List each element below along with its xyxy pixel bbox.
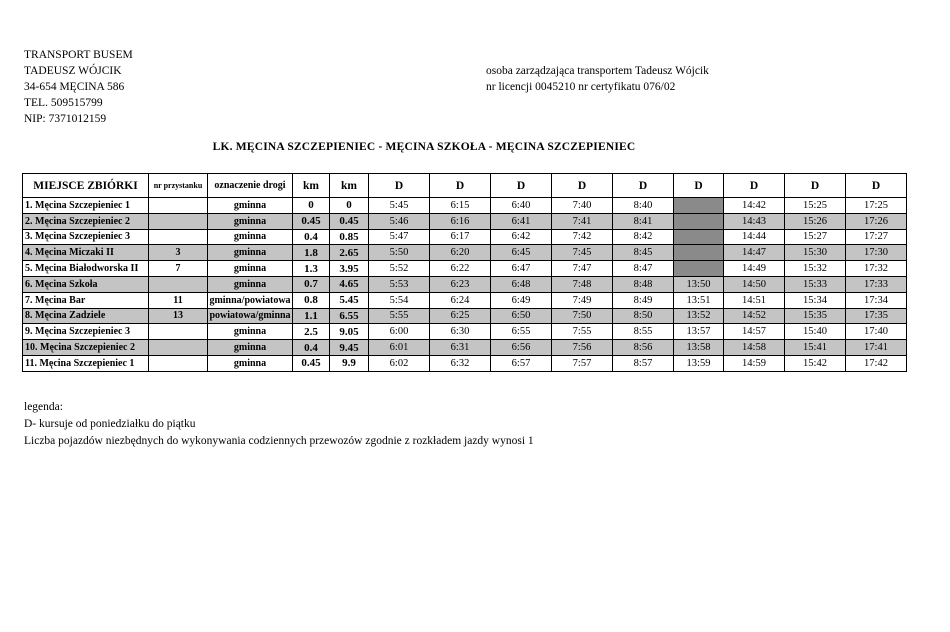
- departure-time-cell: 13:57: [674, 324, 724, 340]
- no-service-cell: [674, 229, 724, 245]
- km-total-cell: 0.45: [330, 213, 369, 229]
- stop-number-cell: [149, 229, 208, 245]
- departure-time-cell: 8:40: [613, 198, 674, 214]
- road-type-cell: gminna: [208, 198, 293, 214]
- departure-time-cell: 6:57: [491, 355, 552, 371]
- departure-time-cell: 8:50: [613, 308, 674, 324]
- stop-name-cell: 7. Męcina Bar: [23, 292, 149, 308]
- departure-time-cell: 6:49: [491, 292, 552, 308]
- legend-title: legenda:: [24, 401, 63, 413]
- stop-name-cell: 2. Męcina Szczepieniec 2: [23, 213, 149, 229]
- km-segment-cell: 1.8: [293, 245, 330, 261]
- table-row: [23, 292, 907, 308]
- table-row: [23, 340, 907, 356]
- road-type-cell: gminna: [208, 261, 293, 277]
- departure-time-cell: 8:56: [613, 340, 674, 356]
- road-type-cell: powiatowa/gminna: [208, 308, 293, 324]
- km-segment-cell: 0.7: [293, 276, 330, 292]
- departure-time-cell: 17:33: [846, 276, 907, 292]
- departure-time-cell: 7:50: [552, 308, 613, 324]
- departure-time-cell: 7:56: [552, 340, 613, 356]
- km-total-cell: 9.05: [330, 324, 369, 340]
- km-total-cell: 0: [330, 198, 369, 214]
- departure-time-cell: 15:40: [785, 324, 846, 340]
- table-row: [23, 245, 907, 261]
- table-row: [23, 355, 907, 371]
- departure-time-cell: 7:47: [552, 261, 613, 277]
- departure-time-cell: 6:45: [491, 245, 552, 261]
- stop-number-cell: [149, 276, 208, 292]
- stop-name-cell: 1. Męcina Szczepieniec 1: [23, 198, 149, 214]
- stop-number-cell: [149, 213, 208, 229]
- header-cell: D: [724, 174, 785, 198]
- no-service-cell: [674, 261, 724, 277]
- departure-time-cell: 6:16: [430, 213, 491, 229]
- departure-time-cell: 5:45: [369, 198, 430, 214]
- departure-time-cell: 7:57: [552, 355, 613, 371]
- km-total-cell: 6.55: [330, 308, 369, 324]
- departure-time-cell: 15:27: [785, 229, 846, 245]
- departure-time-cell: 6:20: [430, 245, 491, 261]
- departure-time-cell: 6:32: [430, 355, 491, 371]
- departure-time-cell: 8:49: [613, 292, 674, 308]
- departure-time-cell: 14:43: [724, 213, 785, 229]
- departure-time-cell: 15:32: [785, 261, 846, 277]
- road-type-cell: gminna: [208, 276, 293, 292]
- departure-time-cell: 8:48: [613, 276, 674, 292]
- schedule-table: [22, 173, 907, 372]
- km-segment-cell: 0.4: [293, 340, 330, 356]
- km-total-cell: 5.45: [330, 292, 369, 308]
- stop-name-cell: 6. Męcina Szkoła: [23, 276, 149, 292]
- departure-time-cell: 14:49: [724, 261, 785, 277]
- departure-time-cell: 6:40: [491, 198, 552, 214]
- departure-time-cell: 17:27: [846, 229, 907, 245]
- km-total-cell: 3.95: [330, 261, 369, 277]
- company-address: 34-654 MĘCINA 586: [24, 81, 125, 93]
- departure-time-cell: 6:50: [491, 308, 552, 324]
- departure-time-cell: 6:01: [369, 340, 430, 356]
- stop-number-cell: [149, 355, 208, 371]
- header-cell: km: [293, 174, 330, 198]
- km-total-cell: 0.85: [330, 229, 369, 245]
- legend-item: D- kursuje od poniedziałku do piątku: [24, 418, 196, 430]
- owner-name: TADEUSZ WÓJCIK: [24, 65, 122, 77]
- departure-time-cell: 15:35: [785, 308, 846, 324]
- stop-number-cell: [149, 198, 208, 214]
- departure-time-cell: 7:48: [552, 276, 613, 292]
- stop-number-cell: 3: [149, 245, 208, 261]
- table-row: [23, 324, 907, 340]
- company-nip: NIP: 7371012159: [24, 113, 107, 125]
- departure-time-cell: 14:50: [724, 276, 785, 292]
- header-cell: D: [785, 174, 846, 198]
- road-type-cell: gminna: [208, 213, 293, 229]
- departure-time-cell: 6:31: [430, 340, 491, 356]
- departure-time-cell: 15:42: [785, 355, 846, 371]
- departure-time-cell: 17:40: [846, 324, 907, 340]
- departure-time-cell: 7:49: [552, 292, 613, 308]
- legend-block: [24, 399, 534, 450]
- departure-time-cell: 6:55: [491, 324, 552, 340]
- departure-time-cell: 14:42: [724, 198, 785, 214]
- stop-number-cell: [149, 340, 208, 356]
- departure-time-cell: 5:52: [369, 261, 430, 277]
- stop-name-cell: 8. Męcina Zadziele: [23, 308, 149, 324]
- departure-time-cell: 7:41: [552, 213, 613, 229]
- legend-note: Liczba pojazdów niezbędnych do wykonywania codziennych przewozów zgodnie z rozkładem jazdy wynosi 1: [24, 435, 534, 447]
- departure-time-cell: 17:25: [846, 198, 907, 214]
- schedule-body: [23, 198, 907, 372]
- departure-time-cell: 15:33: [785, 276, 846, 292]
- stop-number-cell: [149, 324, 208, 340]
- stop-number-cell: 11: [149, 292, 208, 308]
- departure-time-cell: 13:52: [674, 308, 724, 324]
- departure-time-cell: 17:35: [846, 308, 907, 324]
- header-cell: D: [552, 174, 613, 198]
- departure-time-cell: 14:44: [724, 229, 785, 245]
- table-row: [23, 261, 907, 277]
- departure-time-cell: 17:34: [846, 292, 907, 308]
- departure-time-cell: 14:59: [724, 355, 785, 371]
- departure-time-cell: 7:55: [552, 324, 613, 340]
- departure-time-cell: 5:50: [369, 245, 430, 261]
- departure-time-cell: 15:26: [785, 213, 846, 229]
- header-cell: D: [613, 174, 674, 198]
- departure-time-cell: 6:48: [491, 276, 552, 292]
- header-cell: D: [430, 174, 491, 198]
- departure-time-cell: 6:56: [491, 340, 552, 356]
- departure-time-cell: 8:47: [613, 261, 674, 277]
- stop-name-cell: 11. Męcina Szczepieniec 1: [23, 355, 149, 371]
- stop-name-cell: 10. Męcina Szczepieniec 2: [23, 340, 149, 356]
- company-name: TRANSPORT BUSEM: [24, 49, 133, 61]
- header-cell: oznaczenie drogi: [208, 174, 293, 198]
- stop-name-cell: 9. Męcina Szczepieniec 3: [23, 324, 149, 340]
- departure-time-cell: 8:42: [613, 229, 674, 245]
- km-segment-cell: 0.8: [293, 292, 330, 308]
- departure-time-cell: 6:41: [491, 213, 552, 229]
- departure-time-cell: 13:58: [674, 340, 724, 356]
- km-total-cell: 9.9: [330, 355, 369, 371]
- departure-time-cell: 5:53: [369, 276, 430, 292]
- header-cell: D: [491, 174, 552, 198]
- departure-time-cell: 7:42: [552, 229, 613, 245]
- departure-time-cell: 14:47: [724, 245, 785, 261]
- km-segment-cell: 1.3: [293, 261, 330, 277]
- departure-time-cell: 6:24: [430, 292, 491, 308]
- departure-time-cell: 14:58: [724, 340, 785, 356]
- stop-name-cell: 3. Męcina Szczepieniec 3: [23, 229, 149, 245]
- no-service-cell: [674, 245, 724, 261]
- departure-time-cell: 6:02: [369, 355, 430, 371]
- header-row: [23, 174, 907, 198]
- stop-name-cell: 4. Męcina Miczaki II: [23, 245, 149, 261]
- departure-time-cell: 6:22: [430, 261, 491, 277]
- departure-time-cell: 17:42: [846, 355, 907, 371]
- departure-time-cell: 6:42: [491, 229, 552, 245]
- table-row: [23, 213, 907, 229]
- departure-time-cell: 8:41: [613, 213, 674, 229]
- departure-time-cell: 6:25: [430, 308, 491, 324]
- header-cell: D: [369, 174, 430, 198]
- table-row: [23, 229, 907, 245]
- departure-time-cell: 8:55: [613, 324, 674, 340]
- km-total-cell: 4.65: [330, 276, 369, 292]
- km-total-cell: 9.45: [330, 340, 369, 356]
- table-row: [23, 198, 907, 214]
- departure-time-cell: 17:32: [846, 261, 907, 277]
- departure-time-cell: 14:51: [724, 292, 785, 308]
- manager-block: [486, 63, 709, 95]
- manager-line: osoba zarządzająca transportem Tadeusz Wójcik: [486, 65, 709, 77]
- departure-time-cell: 6:17: [430, 229, 491, 245]
- header-cell: nr przystanku: [149, 174, 208, 198]
- stop-name-cell: 5. Męcina Białodworska II: [23, 261, 149, 277]
- departure-time-cell: 6:15: [430, 198, 491, 214]
- departure-time-cell: 13:51: [674, 292, 724, 308]
- header-cell: D: [846, 174, 907, 198]
- departure-time-cell: 15:41: [785, 340, 846, 356]
- departure-time-cell: 6:47: [491, 261, 552, 277]
- header-cell: MIEJSCE ZBIÓRKI: [23, 174, 149, 198]
- departure-time-cell: 7:40: [552, 198, 613, 214]
- departure-time-cell: 5:46: [369, 213, 430, 229]
- departure-time-cell: 14:52: [724, 308, 785, 324]
- departure-time-cell: 7:45: [552, 245, 613, 261]
- road-type-cell: gminna: [208, 229, 293, 245]
- km-segment-cell: 0.45: [293, 213, 330, 229]
- road-type-cell: gminna: [208, 340, 293, 356]
- departure-time-cell: 13:50: [674, 276, 724, 292]
- departure-time-cell: 14:57: [724, 324, 785, 340]
- header-cell: D: [674, 174, 724, 198]
- road-type-cell: gminna: [208, 324, 293, 340]
- schedule-title: LK. MĘCINA SZCZEPIENIEC - MĘCINA SZKOŁA - MĘCINA SZCZEPIENIEC: [212, 141, 636, 153]
- road-type-cell: gminna: [208, 355, 293, 371]
- km-segment-cell: 1.1: [293, 308, 330, 324]
- road-type-cell: gminna/powiatowa: [208, 292, 293, 308]
- km-segment-cell: 0.4: [293, 229, 330, 245]
- km-segment-cell: 0.45: [293, 355, 330, 371]
- departure-time-cell: 8:57: [613, 355, 674, 371]
- no-service-cell: [674, 213, 724, 229]
- departure-time-cell: 8:45: [613, 245, 674, 261]
- header-cell: km: [330, 174, 369, 198]
- departure-time-cell: 13:59: [674, 355, 724, 371]
- company-block: [24, 47, 133, 127]
- license-line: nr licencji 0045210 nr certyfikatu 076/02: [486, 81, 676, 93]
- departure-time-cell: 5:47: [369, 229, 430, 245]
- departure-time-cell: 6:23: [430, 276, 491, 292]
- company-phone: TEL. 509515799: [24, 97, 103, 109]
- table-row: [23, 276, 907, 292]
- departure-time-cell: 15:34: [785, 292, 846, 308]
- road-type-cell: gminna: [208, 245, 293, 261]
- departure-time-cell: 5:54: [369, 292, 430, 308]
- departure-time-cell: 17:26: [846, 213, 907, 229]
- km-segment-cell: 2.5: [293, 324, 330, 340]
- no-service-cell: [674, 198, 724, 214]
- stop-number-cell: 13: [149, 308, 208, 324]
- departure-time-cell: 6:30: [430, 324, 491, 340]
- table-row: [23, 308, 907, 324]
- departure-time-cell: 6:00: [369, 324, 430, 340]
- km-segment-cell: 0: [293, 198, 330, 214]
- departure-time-cell: 17:41: [846, 340, 907, 356]
- stop-number-cell: 7: [149, 261, 208, 277]
- departure-time-cell: 17:30: [846, 245, 907, 261]
- departure-time-cell: 15:30: [785, 245, 846, 261]
- departure-time-cell: 15:25: [785, 198, 846, 214]
- departure-time-cell: 5:55: [369, 308, 430, 324]
- km-total-cell: 2.65: [330, 245, 369, 261]
